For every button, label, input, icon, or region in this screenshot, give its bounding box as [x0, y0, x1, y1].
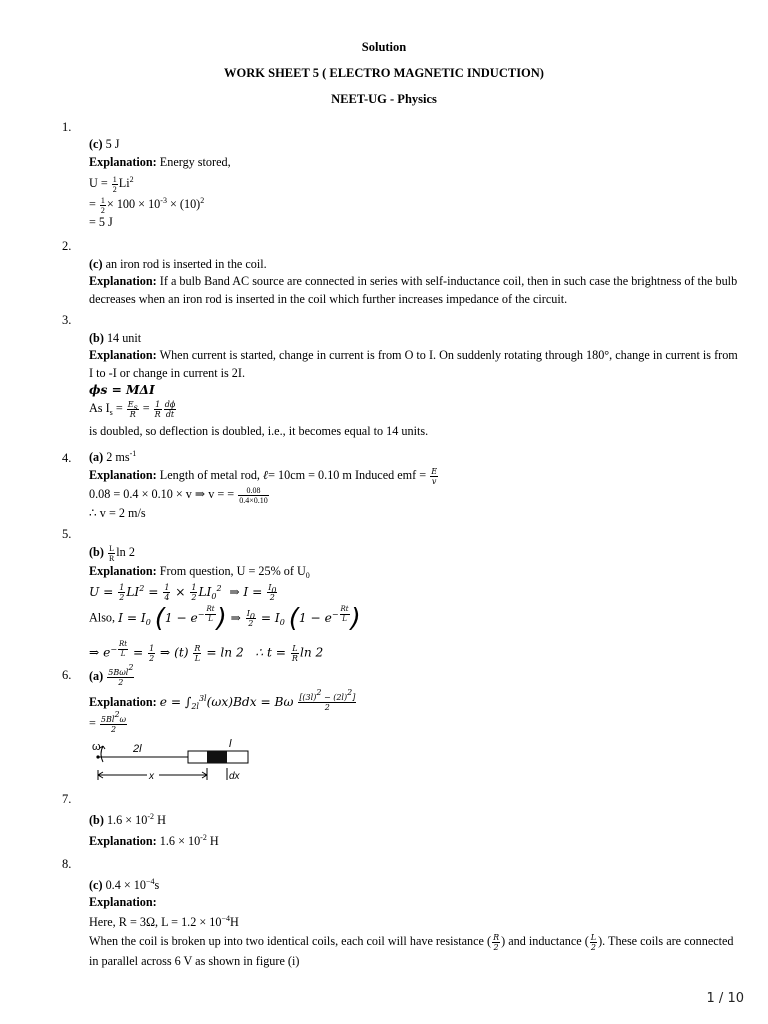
q5-explanation: Explanation: From question, U = 25% of $U_0$: [89, 564, 310, 580]
q3-conclusion: is doubled, so deflection is doubled, i.e., it becomes equal to 14 units.: [89, 424, 429, 438]
worksheet-title: WORK SHEET 5 ( ELECTRO MAGNETIC INDUCTION): [224, 66, 544, 80]
q5-eq1: U = $\frac{1}{2}$ $LI^2$ = $\frac{1}{4}$ × $\frac{1}{2}$ $LI_0^2$ ⇒ I = $\frac{I_0}{2}$: [89, 583, 277, 602]
question-number-8: 8.: [62, 857, 72, 871]
question-number-7: 7.: [62, 792, 72, 806]
rod-diagram: [89, 738, 269, 784]
question-number-6: 6.: [62, 668, 72, 682]
q8-given: Here, R = 3Ω, $L = 1.2 \times 10^{-4}H$: [89, 914, 239, 929]
rotation-arrow: [101, 746, 103, 762]
q4-answer: (a) 2 $ms^{-1}$: [89, 449, 137, 464]
q1-explanation: Explanation: Energy stored,: [89, 155, 231, 169]
subject-title: NEET-UG - Physics: [331, 92, 437, 106]
q3-formula: ϕs = MΔI: [89, 383, 155, 397]
q4-result: ∴ v = 2 m/s: [89, 506, 146, 520]
l-label: l: [229, 738, 232, 750]
q8-answer: (c) $0.4 \times 10^{-4}s$: [89, 877, 160, 892]
q3-explanation: Explanation: When current is started, change in current is from O to I. On suddenly rotating through 180°, change in current is from I to -I or change in current is 2I.: [89, 348, 738, 380]
question-number-4: 4.: [62, 451, 72, 465]
q1-eq3: = 5 J: [89, 215, 113, 229]
question-number-2: 2.: [62, 239, 72, 253]
two-l-label: 2l: [133, 743, 142, 755]
q8-explanation-label: Explanation:: [89, 895, 157, 909]
q1-eq2: = $\frac{1}{2}$ × $100 \times 10^{-3} \times (10)^2$: [89, 195, 205, 215]
q6-eq: = $\frac{5Bl^2\omega}{2}$: [89, 709, 127, 734]
q6-answer: (a) $\frac{5B\omega l^2}{2}$: [89, 662, 134, 687]
page-indicator: 1 / 10: [706, 991, 744, 1006]
omega-label: ω: [92, 741, 101, 753]
q8-paragraph: When the coil is broken up into two identical coils, each coil will have resistance ( $\frac{R}{2}$ ) and inductance ( $\frac{L}{2}$ ). These coils are connected in parallel across 6 V as shown in figure (i): [89, 932, 734, 968]
q6-explanation: Explanation: $e = \int_{2l}^{3l}(\omega x)Bdx = B\omega$ $\frac{[(3l)^2 - (2l)^2]}{2}$: [89, 688, 356, 712]
question-number-3: 3.: [62, 313, 72, 327]
q3-answer: (b) 14 unit: [89, 331, 142, 345]
q5-answer: (b) $\frac{L}{R}$ ln 2: [89, 543, 135, 563]
q7-answer: (b) $1.6 \times 10^{-2}$ H: [89, 812, 166, 827]
q4-eq: 0.08 = 0.4 × 0.10 × v ⇒ v = = $\frac{0.08}{0.4\times 0.10}$: [89, 485, 268, 505]
page-title: Solution: [361, 40, 407, 54]
q4-explanation: Explanation: Length of metal rod, ℓ= 10cm = 0.10 m Induced emf = $\frac{E}{v}$: [89, 466, 438, 486]
q2-answer: (c) an iron rod is inserted in the coil.: [89, 257, 267, 271]
q7-explanation: Explanation: $1.6 \times 10^{-2}$ H: [89, 833, 219, 848]
q1-eq1: U = $\frac{1}{2}$ Li$^2$: [89, 174, 134, 194]
question-number-1: 1.: [62, 120, 72, 134]
q2-explanation: Explanation: If a bulb Band AC source are connected in series with self-inductance coil, then in such case the brightness of the bulb decreases when an iron rod is inserted in the coil which further increases impedance of the circuit.: [89, 274, 738, 306]
rod-element-dx: [207, 751, 227, 763]
x-label: x: [149, 771, 154, 782]
q3-eq: As $I_s$ = $\frac{E_s}{R}$ = $\frac{1}{R}$ $\frac{d\phi}{dt}$: [89, 399, 176, 419]
q5-eq3: ⇒ $e^{- \frac{Rt}{L}}$ = $\frac{1}{2}$ ⇒ (t) $\frac{R}{L}$ = ln 2 ∴ t = $\frac{L}{R}$ ln 2: [89, 640, 324, 663]
q5-eq2: Also, $I = I_0$ ($1 - e^{- \frac{Rt}{L}}$ ) ⇒ $\frac{I_0}{2}$ = $I_0$ ($1 - e^{- \frac{Rt}{L}}$ ): [89, 603, 361, 633]
question-number-5: 5.: [62, 527, 72, 541]
q1-answer: (c) 5 J: [89, 137, 120, 151]
dx-label: dx: [229, 771, 240, 782]
